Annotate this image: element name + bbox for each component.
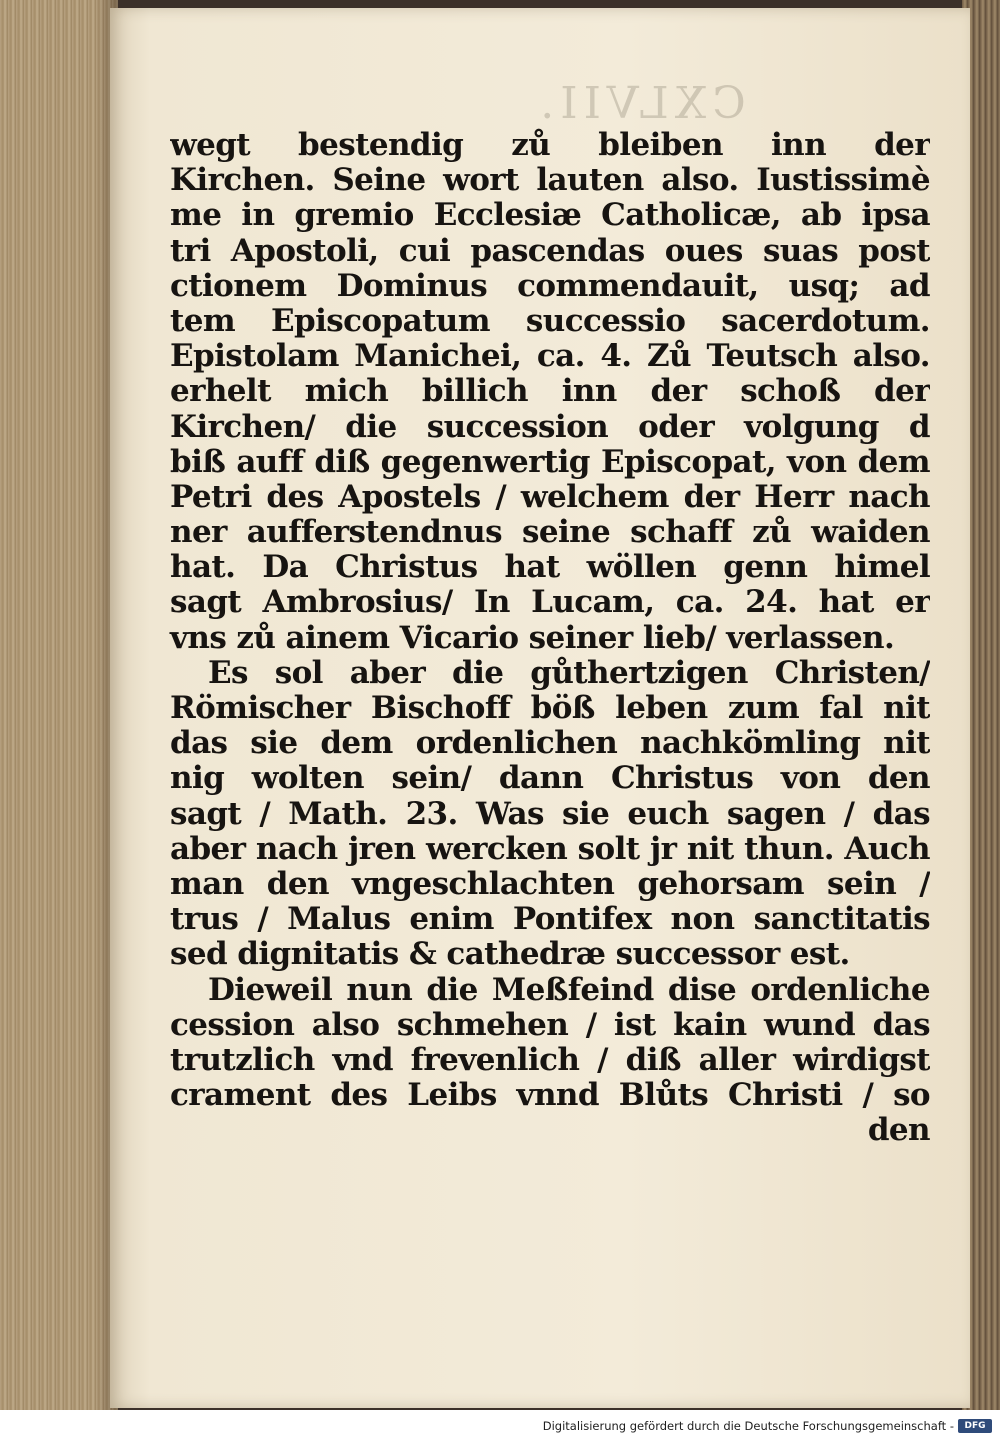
text-line: cession also schmehen / ist kain wund das — [170, 1007, 930, 1043]
text-line: sagt Ambrosius/ In Lucam, ca. 24. hat er — [170, 585, 930, 621]
book-page — [110, 8, 970, 1408]
text-line-paragraph-start: Dieweil nun die Meßfeind dise ordenliche — [208, 972, 930, 1008]
text-line: ctionem Dominus commendauit, usq; ad — [170, 268, 930, 304]
text-line: erhelt mich billich inn der schoß der — [170, 374, 930, 410]
text-line: crament des Leibs vnnd Blůts Christi / so — [170, 1078, 930, 1114]
text-line: nig wolten sein/ dann Christus von den — [170, 761, 930, 797]
text-line: aber nach jren wercken solt jr nit thun. Auch — [170, 831, 930, 867]
text-line: tem Episcopatum successio sacerdotum. — [170, 303, 930, 339]
text-line: das sie dem ordenlichen nachkömling nit — [170, 726, 930, 762]
text-line: vns zů ainem Vicario seiner lieb/ verlassen. — [170, 619, 895, 656]
text-line: trutzlich vnd frevenlich / diß aller wirdigst — [170, 1042, 930, 1078]
text-line: Römischer Bischoff böß leben zum fal nit — [170, 691, 930, 726]
footer-bar — [0, 1410, 1000, 1441]
text-line: sagt / Math. 23. Was sie euch sagen / das — [170, 796, 930, 832]
catchword: den — [867, 1112, 930, 1149]
text-line: man den vngeschlachten gehorsam sein / — [170, 866, 930, 902]
text-line: ner aufferstendnus seine schaff zů waiden — [170, 515, 930, 551]
bleed-through-folio: CXLVII. — [534, 78, 746, 129]
text-line: tri Apostoli, cui pascendas oues suas post — [170, 233, 930, 269]
text-line: sed dignitatis & cathedræ successor est. — [170, 936, 850, 973]
text-line: me in gremio Ecclesiæ Catholicæ, ab ipsa — [170, 198, 930, 234]
text-line: hat. Da Christus hat wöllen genn himel — [170, 550, 930, 586]
text-line: Petri des Apostels / welchem der Herr nach — [170, 479, 930, 515]
text-line: trus / Malus enim Pontifex non sanctitatis — [170, 902, 930, 938]
funding-notice: Digitalisierung gefördert durch die Deutsche Forschungsgemeinschaft - — [542, 1419, 954, 1433]
text-line-paragraph-start: Es sol aber die gůthertzigen Christen/ — [208, 655, 930, 691]
book-edge-left — [0, 0, 118, 1410]
text-line: Kirchen/ die succession oder volgung d — [170, 409, 930, 445]
dfg-logo: DFG — [958, 1419, 992, 1433]
text-line: Kirchen. Seine wort lauten also. Iustissimè — [170, 163, 930, 199]
text-line: wegt bestendig zů bleiben inn der — [170, 128, 930, 163]
page-text — [170, 128, 930, 1148]
text-line: biß auff diß gegenwertig Episcopat, von dem — [170, 444, 930, 480]
text-line: Epistolam Manichei, ca. 4. Zů Teutsch also. — [170, 339, 930, 375]
